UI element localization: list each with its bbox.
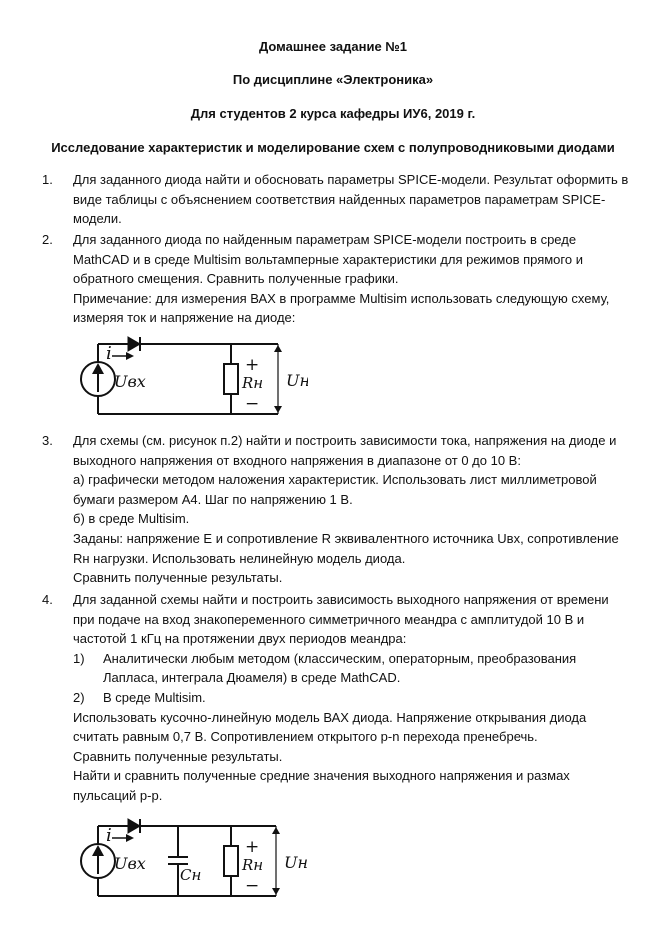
sub-item-line: Лапласа, интеграла Дюамеля) в среде MathCAD. [103,670,401,686]
resistor-label: Rн [242,374,264,392]
sub-item-number: 2) [73,689,85,705]
item-line: считать равным 0,7 В. Сопротивлением открытого p-n перехода пренебречь. [73,729,538,745]
minus-sign: − [245,876,260,896]
sub-item-1 [73,649,632,688]
item-line: пульсаций р-р. [73,787,163,803]
doc-audience: Для студентов 2 курса кафедры ИУ6, 2019 г. [190,106,476,121]
item-line: выходного напряжения от входного напряжения в диапазоне от 0 до 10 В: [73,452,521,468]
diode-circuit-diagram-1 [68,330,308,426]
item-line: а) графически методом наложения характеристик. Использовать лист миллиметровой [73,472,597,488]
list-item-3 [42,431,632,588]
item-line: Для схемы (см. рисунок п.2) найти и построить зависимости тока, напряжения на диоде и [73,433,617,448]
item-line: обратного смещения. Сравнить полученные графики. [73,271,399,287]
list-item-4 [42,590,632,806]
source-label: Uвх [114,372,146,391]
item-line: Сравнить полученные результаты. [73,748,283,764]
diode-circuit-diagram-2 [68,812,318,908]
sub-item-number: 1) [73,650,85,666]
item-number: 4. [42,592,53,607]
item-line: Для заданной схемы найти и построить зависимость выходного напряжения от времени [73,592,609,607]
sub-item-2 [73,688,632,708]
plus-sign: + [245,837,260,857]
item-line: MathCAD и в среде Multisim вольтамперные характеристики для режимов прямого и [73,251,583,267]
item-line: Использовать кусочно-линейную модель ВАХ диода. Напряжение открывания диода [73,709,587,725]
current-label: i [106,825,112,846]
item-line: виде таблицы с объяснением соответствия найденных параметров параметрам SPICE- [73,191,606,207]
doc-topic: Исследование характеристик и моделирование схем с полупроводниковыми диодами [51,140,615,155]
doc-title: Домашнее задание №1 [258,39,408,54]
sub-item-line: Аналитически любым методом (классическим, операторным, преобразования [103,650,577,666]
doc-discipline: По дисциплине «Электроника» [232,72,434,87]
list-item-2 [42,230,632,328]
item-line: Rн нагрузки. Использовать нелинейную модель диода. [73,550,406,566]
item-line: Сравнить полученные результаты. [73,570,283,586]
plus-sign: + [245,355,260,375]
sub-item-line: В среде Multisim. [103,689,206,705]
list-item-1 [42,170,632,229]
item-number: 3. [42,433,53,448]
item-line: б) в среде Multisim. [73,511,190,527]
source-label: Uвх [114,854,146,873]
item-line: Для заданного диода по найденным параметрам SPICE-модели построить в среде [73,232,577,247]
minus-sign: − [245,394,260,414]
item-line: бумаги размером А4. Шаг по напряжению 1 В. [73,491,353,507]
output-label: Uн [284,853,309,872]
item-line: измеряя ток и напряжение на диоде: [73,310,296,326]
resistor-label: Rн [242,856,264,874]
item-line: Примечание: для измерения ВАХ в программе Multisim использовать следующую схему, [73,290,610,306]
current-label: i [106,343,112,364]
item-line: модели. [73,211,122,227]
item-line: при подаче на вход знакопеременного симметричного меандра с амплитудой 10 В и [73,611,585,627]
item-line: частотой 1 кГц на протяжении двух периодов меандра: [73,631,407,647]
item-number: 2. [42,232,53,247]
item-line: Найти и сравнить полученные средние значения выходного напряжения и размах [73,768,570,784]
item-line: Для заданного диода найти и обосновать параметры SPICE-модели. Результат оформить в [73,172,629,187]
capacitor-label: Cн [180,866,202,884]
output-label: Uн [286,371,308,390]
item-line: Заданы: напряжение E и сопротивление R эквивалентного источника Uвх, сопротивление [73,530,619,546]
item-number: 1. [42,172,53,187]
